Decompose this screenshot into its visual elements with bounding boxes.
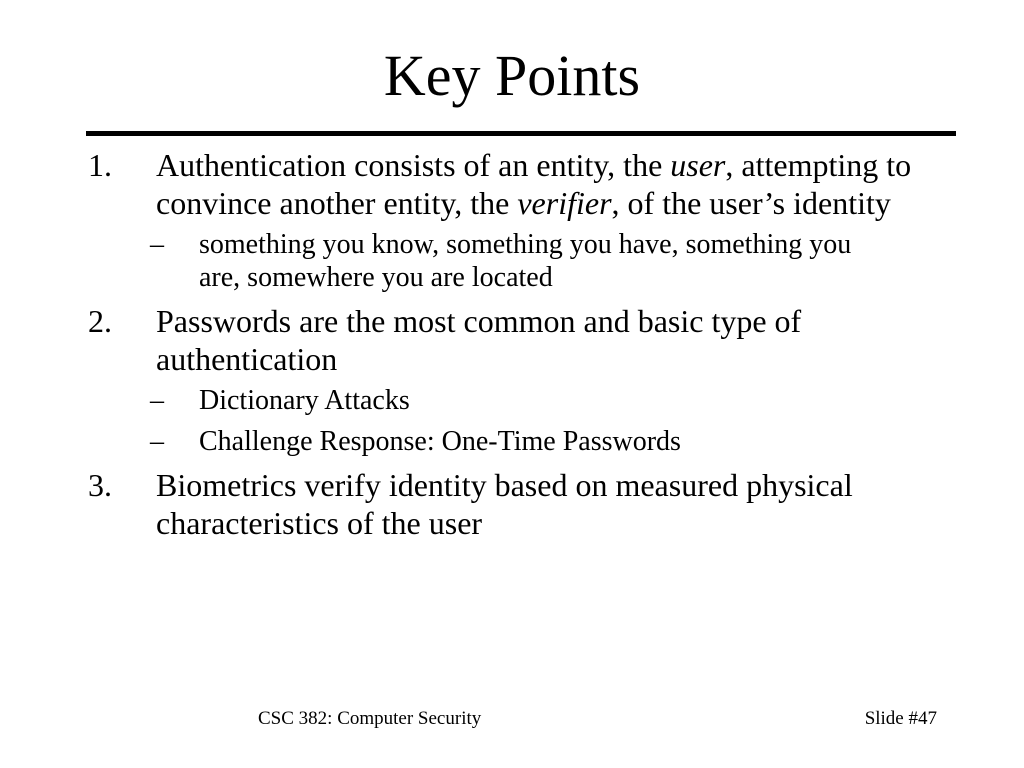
footer-slide-number: Slide #47 (864, 708, 937, 729)
text-segment: Authentication consists of an entity, the (156, 147, 671, 183)
item-text: Passwords are the most common and basic type of authentication (156, 303, 802, 377)
footer-course: CSC 382: Computer Security (258, 708, 482, 729)
emphasis-verifier: verifier (517, 185, 612, 221)
sub-item-dictionary-attacks (0, 384, 964, 417)
sub-item-factors (0, 228, 964, 294)
sub-item-challenge-response (0, 425, 964, 458)
item-number: 3. (88, 467, 112, 503)
sub-item-text: Challenge Response: One-Time Passwords (199, 426, 681, 457)
item-number: 1. (88, 147, 112, 183)
key-points-list (0, 146, 1024, 549)
sub-list (0, 228, 964, 294)
dash-bullet: – (150, 385, 164, 416)
item-text: Biometrics verify identity based on measured physical characteristics of the user (156, 467, 853, 541)
list-item-biometrics (0, 466, 1024, 542)
item-number: 2. (88, 303, 112, 339)
dash-bullet: – (150, 229, 164, 260)
list-item-authentication (0, 146, 1024, 294)
text-segment: , attempting to convince another entity, the (156, 147, 912, 221)
slide-title: Key Points (383, 43, 641, 108)
emphasis-user: user (670, 147, 726, 183)
title-divider (86, 131, 956, 136)
sub-list (0, 384, 964, 458)
sub-item-text: something you know, something you have, something you are, somewhere you are located (199, 229, 852, 293)
item-text (156, 147, 911, 221)
text-segment: , of the user’s identity (611, 185, 891, 221)
list-item-passwords (0, 302, 1024, 458)
sub-item-text: Dictionary Attacks (199, 385, 410, 416)
dash-bullet: – (150, 426, 164, 457)
